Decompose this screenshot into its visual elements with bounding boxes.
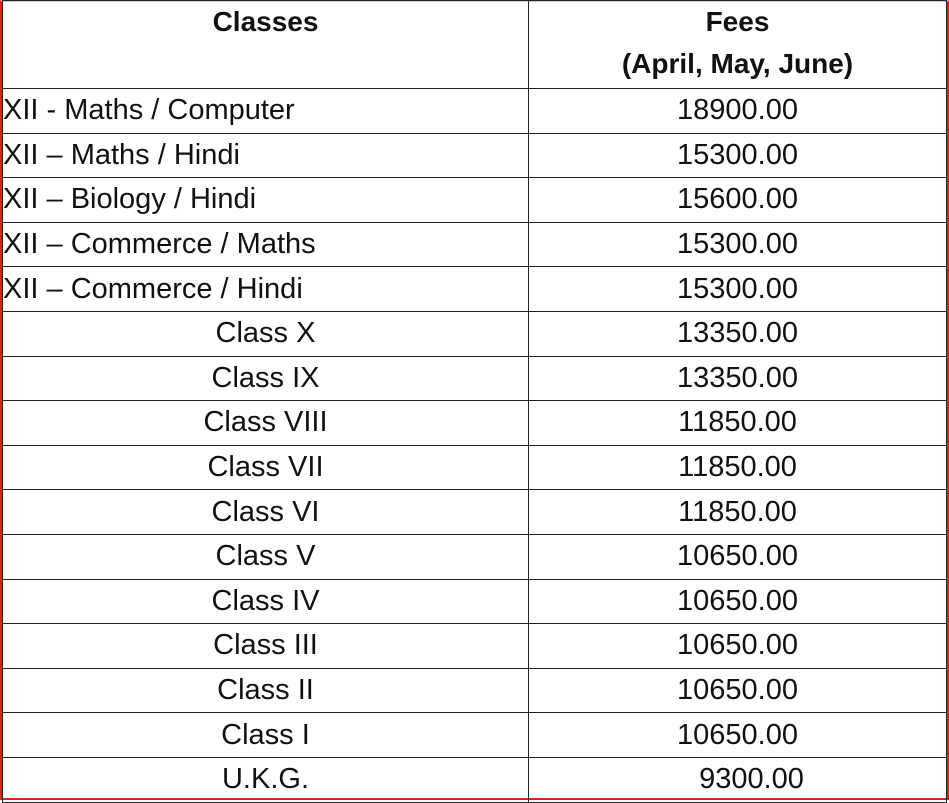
class-name-cell: Class IV <box>3 579 529 624</box>
table-row <box>3 311 947 356</box>
table-row <box>3 445 947 490</box>
class-name-cell: Class X <box>3 311 529 356</box>
fee-amount-cell: 15300.00 <box>529 133 947 178</box>
fee-amount-cell: 13350.00 <box>529 311 947 356</box>
class-name-cell: Class III <box>3 624 529 669</box>
class-name-cell: Class VI <box>3 490 529 535</box>
table-row <box>3 490 947 535</box>
table-row <box>3 757 947 802</box>
table-row <box>3 222 947 267</box>
fee-amount-cell: 10650.00 <box>529 534 947 579</box>
class-name-cell: Class IX <box>3 356 529 401</box>
class-name-cell: Class II <box>3 668 529 713</box>
class-name-cell: Class VII <box>3 445 529 490</box>
fees-table-body <box>3 89 947 803</box>
fee-amount-cell: 11850.00 <box>529 401 947 446</box>
fee-amount-cell: 15300.00 <box>529 222 947 267</box>
table-row <box>3 668 947 713</box>
class-name-cell: U.K.G. <box>3 757 529 802</box>
fee-amount-cell: 15300.00 <box>529 267 947 312</box>
class-name-cell: XII – Commerce / Hindi <box>3 267 529 312</box>
fee-amount-cell: 18900.00 <box>529 89 947 134</box>
classes-column-header <box>3 1 529 89</box>
table-row <box>3 401 947 446</box>
fee-amount-cell: 9300.00 <box>529 757 947 802</box>
class-name-cell: Class I <box>3 713 529 758</box>
fee-amount-cell: 10650.00 <box>529 579 947 624</box>
fee-amount-cell: 13350.00 <box>529 356 947 401</box>
fee-amount-cell: 10650.00 <box>529 713 947 758</box>
table-row <box>3 713 947 758</box>
fees-header-period: (April, May, June) <box>621 48 854 79</box>
fee-amount-cell: 10650.00 <box>529 668 947 713</box>
class-name-cell: XII - Maths / Computer <box>3 89 529 134</box>
table-row <box>3 267 947 312</box>
fee-amount-cell: 15600.00 <box>529 178 947 223</box>
table-row <box>3 89 947 134</box>
header-row <box>3 1 947 89</box>
fee-amount-cell: 11850.00 <box>529 445 947 490</box>
fee-amount-cell: 10650.00 <box>529 624 947 669</box>
class-name-cell: XII – Maths / Hindi <box>3 133 529 178</box>
fees-table <box>2 0 947 803</box>
fee-amount-cell: 11850.00 <box>529 490 947 535</box>
fees-column-header <box>529 1 947 89</box>
table-row <box>3 356 947 401</box>
table-row <box>3 579 947 624</box>
table-row <box>3 624 947 669</box>
class-name-cell: XII – Biology / Hindi <box>3 178 529 223</box>
table-row <box>3 178 947 223</box>
classes-header-label: Classes <box>212 6 319 37</box>
class-name-cell: XII – Commerce / Maths <box>3 222 529 267</box>
class-name-cell: Class V <box>3 534 529 579</box>
class-name-cell: Class VIII <box>3 401 529 446</box>
fees-header-label: Fees <box>705 6 770 37</box>
table-row <box>3 534 947 579</box>
table-row <box>3 133 947 178</box>
